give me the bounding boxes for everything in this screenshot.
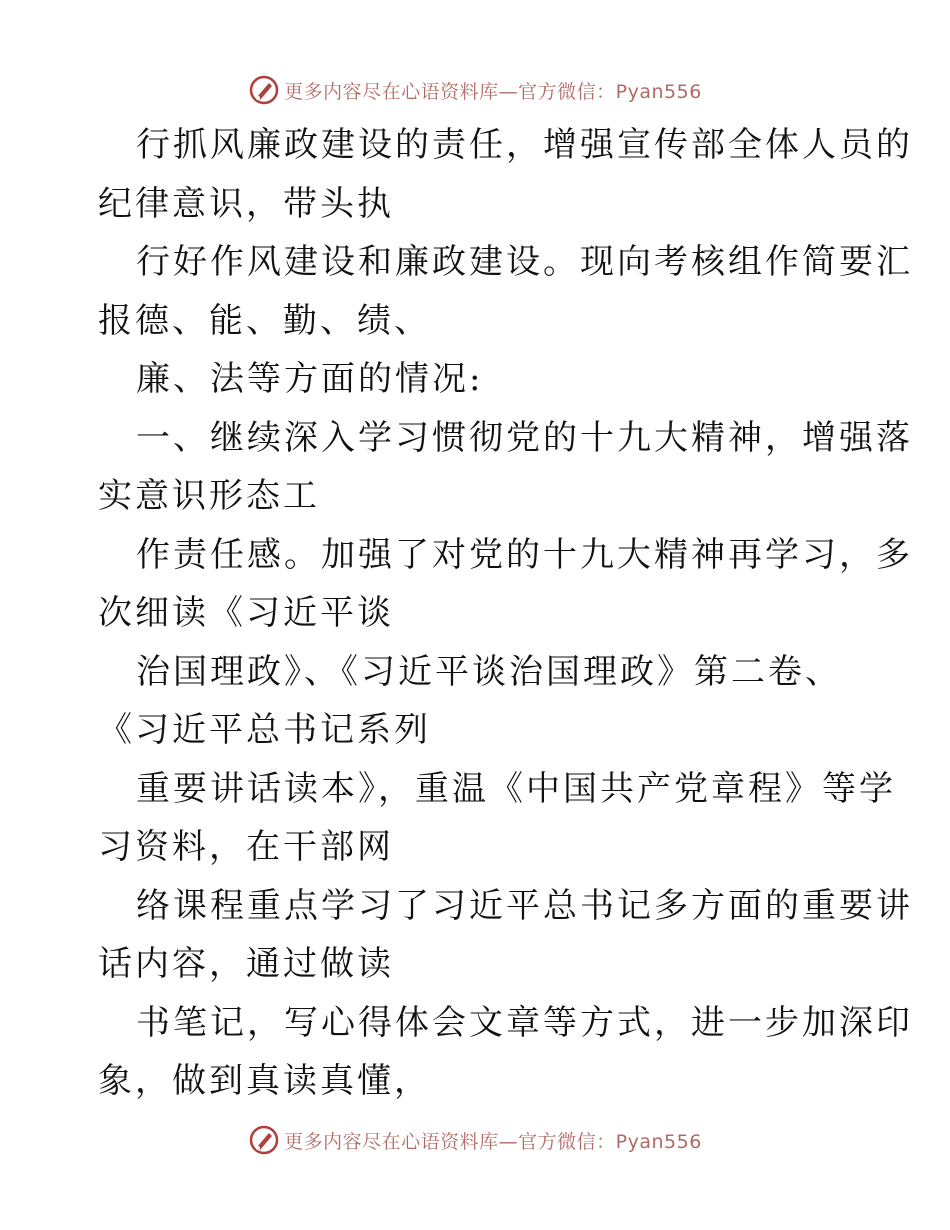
body-line: 行好作风建设和廉政建设。现向考核组作简要汇 [136,242,913,282]
body-line: 《习近平总书记系列 [98,710,431,750]
body-line: 次细读《习近平谈 [98,593,394,633]
header-watermark-banner [0,70,950,110]
body-line: 象，做到真读真懂， [98,1061,431,1101]
document-body [98,116,913,1111]
body-line: 一、继续深入学习惯彻党的十九大精神，增强落 [136,417,913,458]
body-line: 行抓风廉政建设的责任，增强宣传部全体人员的 [136,125,913,165]
body-line: 重要讲话读本》，重温《中国共产党章程》等学 [136,768,896,809]
body-line: 纪律意识，带头执 [98,183,394,224]
body-line: 作责任感。加强了对党的十九大精神再学习，多 [136,534,913,575]
body-line: 习资料，在干部网 [98,827,394,867]
body-line: 报德、能、勤、绩、 [98,300,431,341]
footer-watermark-banner [0,1120,950,1160]
header-brand-text: 更多内容尽在心语资料库—官方微信：Pyan556 [284,80,702,103]
body-line: 廉、法等方面的情况: [136,359,484,399]
body-line: 书笔记，写心得体会文章等方式，进一步加深印 [136,1002,913,1043]
footer-brand-text: 更多内容尽在心语资料库—官方微信：Pyan556 [284,1130,702,1153]
body-line: 治国理政》、《习近平谈治国理政》第二卷、 [136,651,842,692]
pen-logo-icon [248,1124,280,1156]
pen-logo-icon [248,74,280,106]
body-line: 实意识形态工 [98,476,320,516]
body-line: 话内容，通过做读 [98,944,394,984]
body-line: 络课程重点学习了习近平总书记多方面的重要讲 [136,885,913,926]
